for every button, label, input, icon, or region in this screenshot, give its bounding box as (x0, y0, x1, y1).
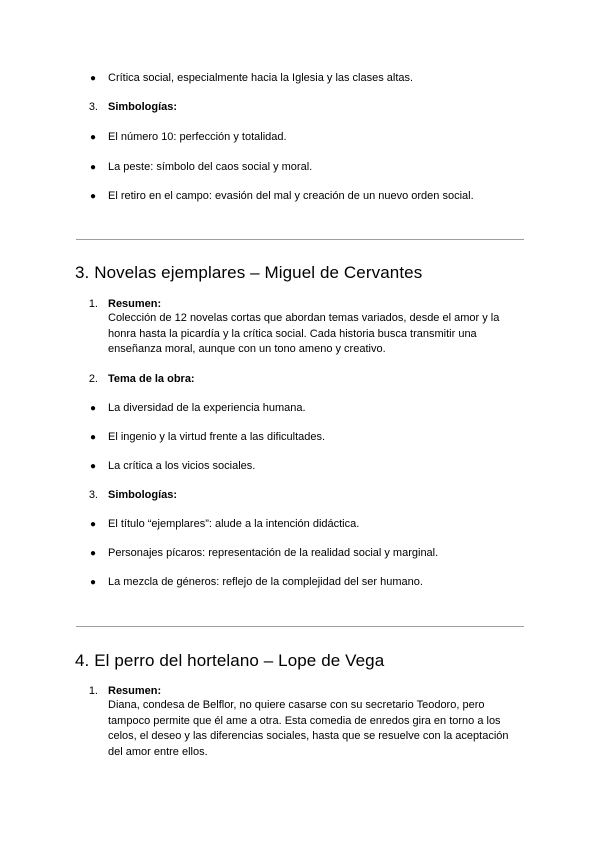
bullet-icon: ● (90, 132, 97, 143)
item-number: 2. (88, 373, 98, 385)
list-item-text: El ingenio y la virtud frente a las dificultades. (108, 431, 326, 443)
list-item-text: La mezcla de géneros: reflejo de la complejidad del ser humano. (108, 576, 423, 588)
bullet-icon: ● (90, 548, 97, 559)
item-label: Tema de la obra: (108, 373, 195, 385)
item-label: Resumen: (108, 298, 162, 310)
bullet-icon: ● (90, 191, 97, 202)
summary-paragraph: Colección de 12 novelas cortas que abordan temas variados, desde el amor y la honra hasta la picardía y la crítica social. Cada historia busca transmitir una enseñanza moral, aunque con un tono ameno y creativo. (108, 312, 500, 355)
horizontal-rule (76, 626, 524, 627)
item-label: Simbologías: (108, 101, 178, 113)
list-item-text: La crítica a los vicios sociales. (108, 460, 256, 472)
bullet-icon: ● (90, 162, 97, 173)
bullet-icon: ● (90, 73, 97, 84)
list-item-text: El título “ejemplares”: alude a la intención didáctica. (108, 518, 360, 530)
item-label: Simbologías: (108, 489, 178, 501)
bullet-icon: ● (90, 432, 97, 443)
list-item-text: El retiro en el campo: evasión del mal y creación de un nuevo orden social. (108, 190, 474, 202)
horizontal-rule (76, 239, 524, 240)
list-item-text: La peste: símbolo del caos social y moral. (108, 161, 313, 173)
item-number: 1. (88, 298, 98, 310)
bullet-icon: ● (90, 577, 97, 588)
item-label: Resumen: (108, 685, 162, 697)
list-item-text: Personajes pícaros: representación de la realidad social y marginal. (108, 547, 439, 559)
list-item-text: La diversidad de la experiencia humana. (108, 402, 306, 414)
list-item-text: El número 10: perfección y totalidad. (108, 131, 287, 143)
item-number: 3. (88, 101, 98, 113)
item-number: 3. (88, 489, 98, 501)
bullet-icon: ● (90, 403, 97, 414)
item-number: 1. (88, 685, 98, 697)
section-heading: 3. Novelas ejemplares – Miguel de Cervantes (75, 263, 423, 282)
bullet-icon: ● (90, 461, 97, 472)
section-heading: 4. El perro del hortelano – Lope de Vega (75, 651, 385, 670)
list-item-text: Crítica social, especialmente hacia la Iglesia y las clases altas. (108, 72, 414, 84)
summary-paragraph: Diana, condesa de Belflor, no quiere casarse con su secretario Teodoro, pero tampoco permite que él ame a otra. Esta comedia de enredos gira en torno a los celos, el deseo y las diferencias sociales, hasta que se resuelve con la aceptación del amor entre ellos. (108, 699, 509, 758)
bullet-icon: ● (90, 519, 97, 530)
